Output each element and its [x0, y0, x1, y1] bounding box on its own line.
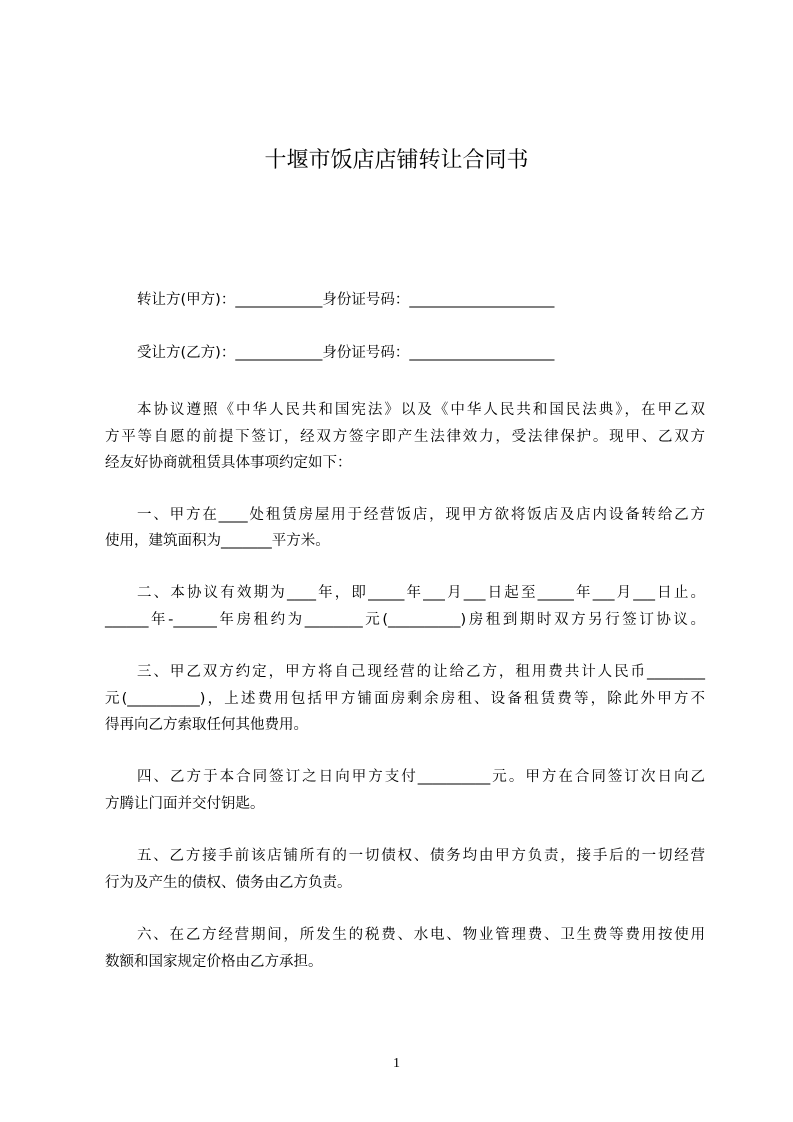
clause-5-line-2: 行为及产生的债权、债务由乙方负责。 [105, 875, 352, 891]
clause-6-line-2: 数额和国家规定价格由乙方承担。 [105, 954, 323, 970]
party-b-line: 受让方(乙方)：____________身份证号码：____________________ [137, 345, 555, 361]
clause-2-line-2: ______年-______年房租约为________元(__________)房租到期时双方另行签订协议。 [105, 612, 705, 628]
preamble-line-3: 经友好协商就租赁具体事项约定如下： [105, 455, 352, 471]
clause-3-line-2: 元(__________)，上述费用包括甲方铺面房剩余房租、设备租赁费等，除此外甲方不 [105, 691, 705, 707]
page-number: 1 [393, 1056, 400, 1071]
clause-1-line-1: 一、甲方在____处租赁房屋用于经营饭店，现甲方欲将饭店及店内设备转给乙方 [137, 507, 705, 523]
clause-4-line-1: 四、乙方于本合同签订之日向甲方支付__________元。甲方在合同签订次日向乙 [137, 769, 705, 785]
preamble-line-1: 本协议遵照《中华人民共和国宪法》以及《中华人民共和国民法典》，在甲乙双 [137, 402, 705, 418]
document-title: 十堰市饭店店铺转让合同书 [264, 148, 529, 173]
clause-1-line-2: 使用，建筑面积为_______平方米。 [105, 533, 330, 549]
clause-3-line-1: 三、甲乙双方约定，甲方将自己现经营的让给乙方，租用费共计人民币________ [137, 664, 705, 680]
clause-2-line-1: 二、本协议有效期为____年，即_____年___月___日起至_____年___月___日止。 [137, 585, 705, 601]
clause-5-line-1: 五、乙方接手前该店铺所有的一切债权、债务均由甲方负责，接手后的一切经营 [137, 848, 705, 864]
clause-6-line-1: 六、在乙方经营期间，所发生的税费、水电、物业管理费、卫生费等费用按使用 [137, 927, 705, 943]
party-a-line: 转让方(甲方)：____________身份证号码：____________________ [137, 292, 555, 308]
clause-3-line-3: 得再向乙方索取任何其他费用。 [105, 717, 308, 733]
preamble-line-2: 方平等自愿的前提下签订，经双方签字即产生法律效力，受法律保护。现甲、乙双方 [105, 429, 705, 445]
clause-4-line-2: 方腾让门面并交付钥匙。 [105, 796, 265, 812]
